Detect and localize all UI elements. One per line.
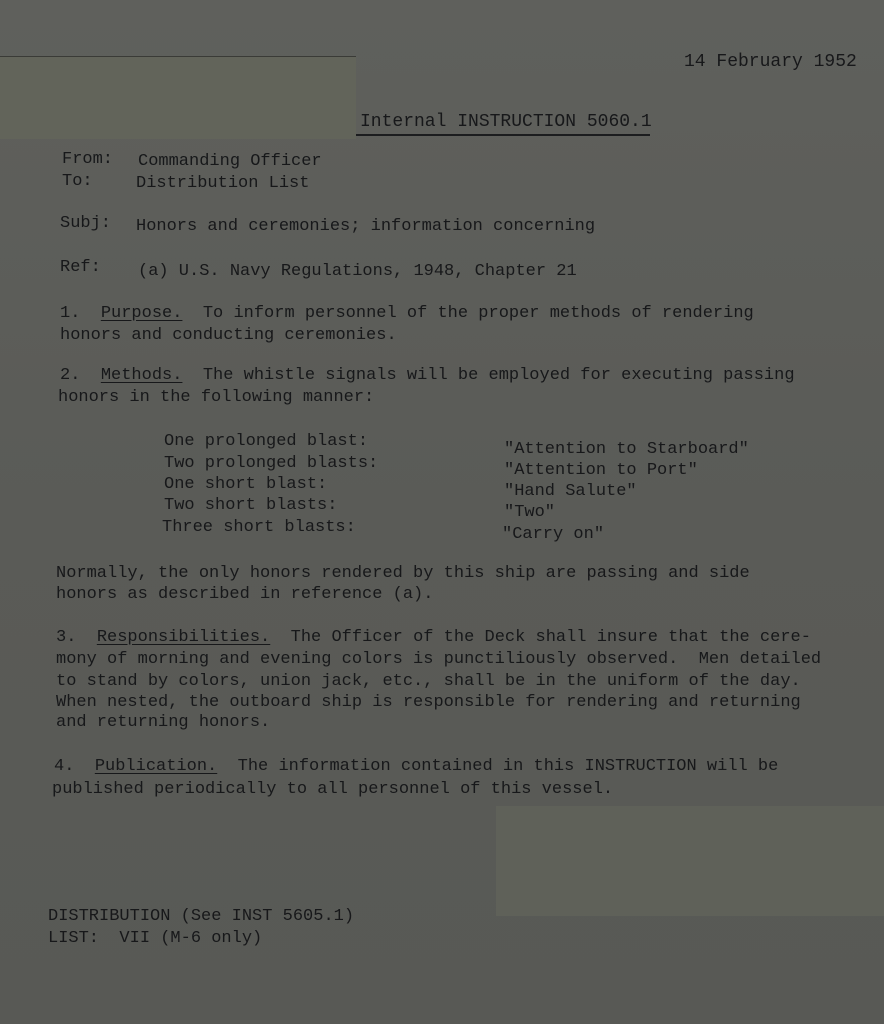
section-heading: Methods. — [100, 366, 183, 385]
document-date: 14 February 1952 — [684, 52, 857, 72]
signal-label: One prolonged blast: — [164, 432, 369, 451]
subj-value: Honors and ceremonies; information concerning — [136, 217, 596, 236]
section-heading: Publication. — [94, 757, 218, 776]
section-line: mony of morning and evening colors is punctiliously observed. Men detailed — [56, 650, 822, 669]
section-line: and returning honors. — [56, 713, 271, 732]
signal-label: Two prolonged blasts: — [164, 454, 379, 473]
section-line: to stand by colors, union jack, etc., shall be in the uniform of the day. — [56, 672, 801, 691]
section-line: published periodically to all personnel of this vessel. — [52, 780, 614, 799]
signal-label: One short blast: — [164, 475, 328, 494]
section-heading: Purpose. — [100, 304, 183, 323]
distribution-list: LIST: VII (M-6 only) — [48, 929, 263, 948]
section-number: 2. — [60, 366, 81, 385]
signal-meaning: "Attention to Starboard" — [504, 440, 749, 459]
title-underline — [356, 134, 650, 136]
section-line: The Officer of the Deck shall insure that the cere- — [290, 628, 811, 647]
section-line: honors in the following manner: — [58, 388, 375, 407]
section-2 — [60, 366, 795, 386]
section-line: To inform personnel of the proper methods of rendering — [202, 304, 754, 323]
signal-meaning: "Carry on" — [502, 525, 605, 544]
signal-label: Three short blasts: — [162, 518, 356, 537]
section-1 — [60, 304, 754, 324]
section-number: 1. — [60, 304, 81, 323]
document-title: Internal INSTRUCTION 5060.1 — [360, 112, 652, 132]
section-heading: Responsibilities. — [96, 628, 271, 647]
paper-patch — [0, 56, 356, 139]
from-label: From: — [62, 150, 114, 169]
section-line: honors and conducting ceremonies. — [60, 326, 397, 345]
section-line: When nested, the outboard ship is responsible for rendering and returning — [56, 693, 801, 712]
paragraph-line: honors as described in reference (a). — [56, 585, 434, 604]
section-line: The information contained in this INSTRUCTION will be — [237, 757, 779, 776]
signal-meaning: "Hand Salute" — [504, 482, 637, 501]
section-line: The whistle signals will be employed for executing passing — [202, 366, 795, 385]
signal-meaning: "Attention to Port" — [504, 461, 698, 480]
paper-patch — [496, 806, 884, 916]
section-3 — [56, 628, 811, 648]
to-value: Distribution List — [136, 174, 310, 193]
ref-label: Ref: — [60, 258, 101, 277]
distribution-line: DISTRIBUTION (See INST 5605.1) — [48, 907, 355, 926]
signal-meaning: "Two" — [504, 503, 556, 522]
section-number: 4. — [54, 757, 75, 776]
subj-label: Subj: — [60, 214, 112, 233]
section-number: 3. — [56, 628, 77, 647]
signal-label: Two short blasts: — [164, 496, 338, 515]
ref-value: (a) U.S. Navy Regulations, 1948, Chapter 21 — [138, 262, 577, 281]
to-label: To: — [62, 172, 93, 191]
from-value: Commanding Officer — [138, 152, 322, 171]
section-4 — [54, 757, 778, 777]
paragraph-line: Normally, the only honors rendered by this ship are passing and side — [56, 564, 750, 583]
